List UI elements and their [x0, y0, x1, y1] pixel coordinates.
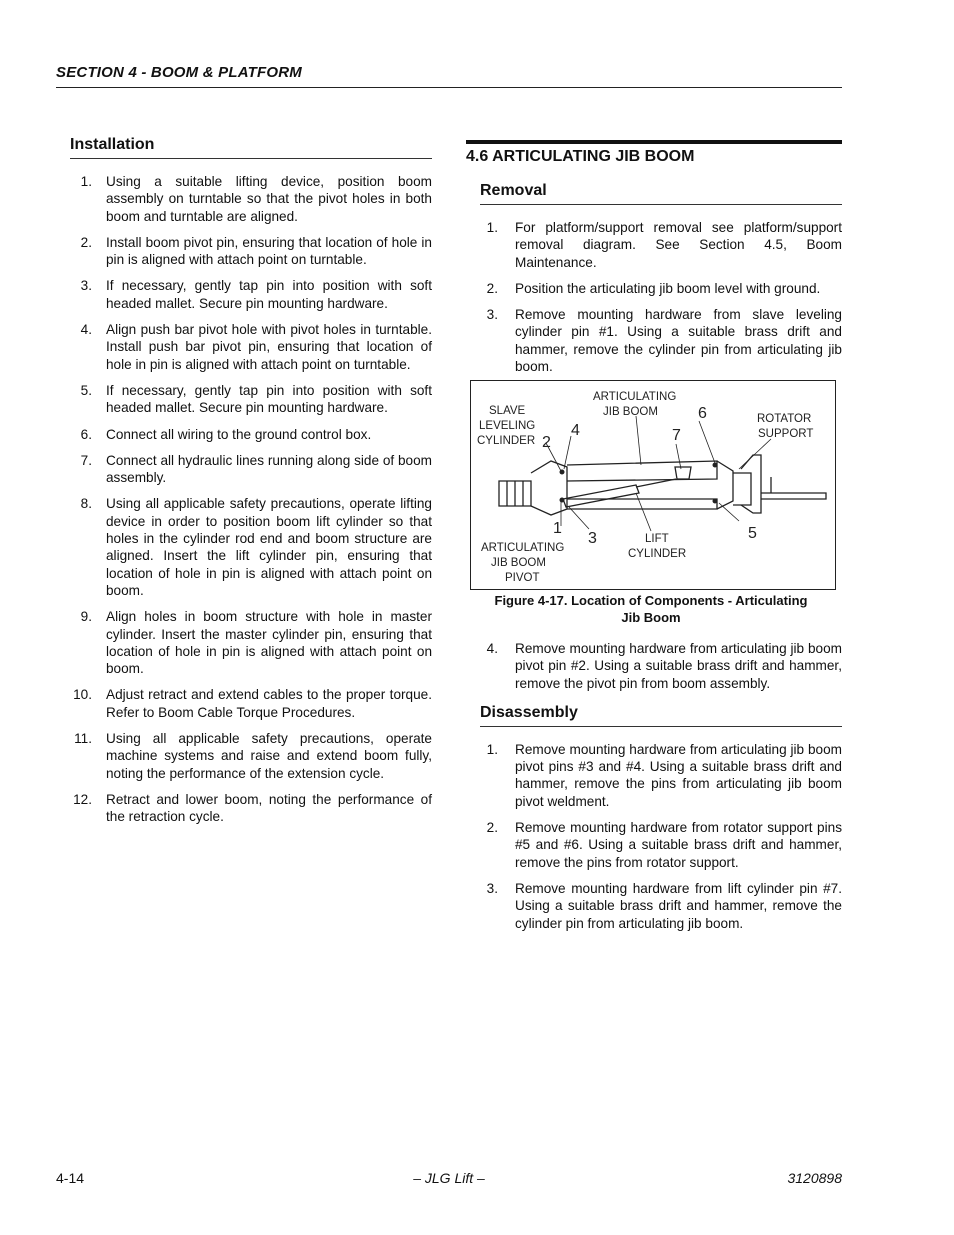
list-item — [466, 741, 842, 810]
list-item — [70, 321, 432, 373]
callout-7: 7 — [672, 427, 681, 444]
removal-steps — [466, 219, 842, 375]
label-support: SUPPORT — [758, 428, 814, 440]
figure-caption — [470, 592, 832, 626]
list-item — [70, 608, 432, 677]
step-number: 3. — [486, 880, 498, 896]
list-item — [466, 819, 842, 871]
callout-6: 6 — [698, 405, 707, 422]
removal-heading: Removal — [480, 182, 842, 205]
step-text: Remove mounting hardware from articulating jib boom pivot pin #2. Using a suitable brass drift and hammer, remove the pivot pin from boom assembly. — [515, 641, 842, 691]
jib-boom-column-lower — [466, 640, 842, 941]
list-item — [70, 382, 432, 417]
label-articulating: ARTICULATING — [593, 391, 677, 403]
step-text: Position the articulating jib boom level with ground. — [515, 280, 821, 296]
label-pivot: PIVOT — [505, 572, 540, 584]
components-diagram — [470, 380, 836, 590]
step-number: 1. — [486, 741, 498, 757]
step-text: Remove mounting hardware from rotator support pins #5 and #6. Using a suitable brass drift and hammer, remove the pins from rotator support. — [515, 820, 842, 870]
callout-4: 4 — [571, 422, 580, 439]
step-number: 6. — [80, 426, 92, 442]
label-leveling: LEVELING — [479, 420, 536, 432]
step-text: Using all applicable safety precautions, operate lifting device in order to position boom lift cylinder so that holes in the cylinder rod end and boom structure are aligned. Insert the lift cylinder pin, ensuring that location of hole in pin is aligned with attach point on boom. — [106, 496, 432, 598]
step-number: 12. — [73, 791, 92, 807]
step-number: 11. — [74, 731, 92, 747]
step-text: Connect all wiring to the ground control box. — [106, 426, 372, 442]
jib-boom-column — [466, 140, 842, 384]
list-item — [70, 277, 432, 312]
list-item — [70, 686, 432, 721]
label-cylinder: CYLINDER — [477, 435, 536, 447]
step-text: If necessary, gently tap pin into position with soft headed mallet. Secure pin mounting hardware. — [106, 382, 432, 416]
figure-caption-line2: Jib Boom — [621, 610, 681, 625]
list-item — [70, 495, 432, 599]
step-number: 1. — [80, 174, 92, 189]
step-text: Align holes in boom structure with hole in master cylinder. Insert the master cylinder pin, ensuring that location of hole in pin is aligned with attach point on boom. — [106, 609, 432, 677]
step-number: 10. — [73, 687, 92, 703]
list-item — [70, 730, 432, 782]
section-title: 4.6 ARTICULATING JIB BOOM — [466, 140, 842, 166]
label-lift-cylinder: CYLINDER — [628, 548, 687, 560]
step-number: 4. — [486, 641, 498, 656]
step-text: Retract and lower boom, noting the performance of the retraction cycle. — [106, 791, 432, 825]
step-number: 9. — [80, 609, 92, 625]
label-lift: LIFT — [645, 533, 669, 545]
list-item — [466, 880, 842, 932]
step-text: Remove mounting hardware from slave leveling cylinder pin #1. Using a suitable brass drift and hammer, remove the cylinder pin from articulating jib boom. — [515, 307, 842, 375]
document-number: 3120898 — [787, 1170, 842, 1186]
step-text: If necessary, gently tap pin into position with soft headed mallet. Secure pin mounting hardware. — [106, 278, 432, 311]
list-item — [466, 640, 842, 692]
step-number: 3. — [80, 278, 92, 294]
jib-boom-drawing — [471, 381, 835, 589]
label-pivot-articulating: ARTICULATING — [481, 542, 565, 554]
callout-2: 2 — [542, 434, 551, 451]
label-jib-boom: JIB BOOM — [603, 406, 658, 418]
installation-steps — [70, 173, 432, 826]
list-item — [70, 452, 432, 487]
step-text: Align push bar pivot hole with pivot holes in turntable. Install push bar pivot pin, ensuring that location of hole in pin is aligned with attach point on turntable. — [106, 322, 432, 372]
step-number: 5. — [80, 382, 92, 398]
disassembly-steps — [466, 741, 842, 932]
step-number: 2. — [80, 234, 92, 250]
installation-column — [70, 136, 432, 835]
step-number: 8. — [80, 496, 92, 512]
step-text: Install boom pivot pin, ensuring that location of hole in pin is aligned with attach point on turntable. — [106, 234, 432, 268]
step-number: 2. — [486, 820, 498, 836]
installation-heading: Installation — [70, 136, 432, 159]
list-item — [70, 234, 432, 269]
step-text: Using all applicable safety precautions, operate machine systems and raise and extend boom fully, noting the performance of the extension cycle. — [106, 731, 432, 781]
step-number: 1. — [486, 220, 498, 235]
callout-1: 1 — [553, 520, 562, 537]
list-item — [466, 306, 842, 375]
callout-5: 5 — [748, 525, 757, 542]
step-number: 7. — [80, 452, 92, 468]
disassembly-heading: Disassembly — [480, 704, 842, 727]
step-number: 3. — [486, 307, 498, 323]
list-item — [70, 791, 432, 826]
label-slave: SLAVE — [489, 405, 526, 417]
step-text: Connect all hydraulic lines running along side of boom assembly. — [106, 452, 432, 486]
step-number: 2. — [486, 280, 498, 296]
list-item — [70, 426, 432, 443]
footer-center: – JLG Lift – — [413, 1170, 485, 1186]
section-header: SECTION 4 - BOOM & PLATFORM — [56, 64, 842, 88]
list-item — [70, 173, 432, 225]
step-text: Using a suitable lifting device, position boom assembly on turntable so that the pivot holes in both boom and turntable are aligned. — [106, 174, 432, 224]
figure-caption-line1: Figure 4-17. Location of Components - Articulating — [494, 593, 808, 608]
removal-steps-continued — [466, 640, 842, 692]
step-number: 4. — [80, 322, 92, 338]
label-rotator: ROTATOR — [757, 413, 812, 425]
step-text: For platform/support removal see platform/support removal diagram. See Section 4.5, Boom Maintenance. — [515, 220, 842, 270]
step-text: Remove mounting hardware from lift cylinder pin #7. Using a suitable brass drift and hammer, remove the cylinder pin from articulating jib boom. — [515, 880, 842, 931]
page-number: 4-14 — [56, 1170, 85, 1186]
label-pivot-jib-boom: JIB BOOM — [491, 557, 546, 569]
step-text: Adjust retract and extend cables to the proper torque. Refer to Boom Cable Torque Procedures. — [106, 687, 432, 720]
callout-3: 3 — [588, 530, 597, 547]
list-item — [466, 219, 842, 271]
step-text: Remove mounting hardware from articulating jib boom pivot pins #3 and #4. Using a suitable brass drift and hammer, remove the pins from articulating jib boom pivot weldment. — [515, 741, 842, 809]
list-item — [466, 280, 842, 297]
